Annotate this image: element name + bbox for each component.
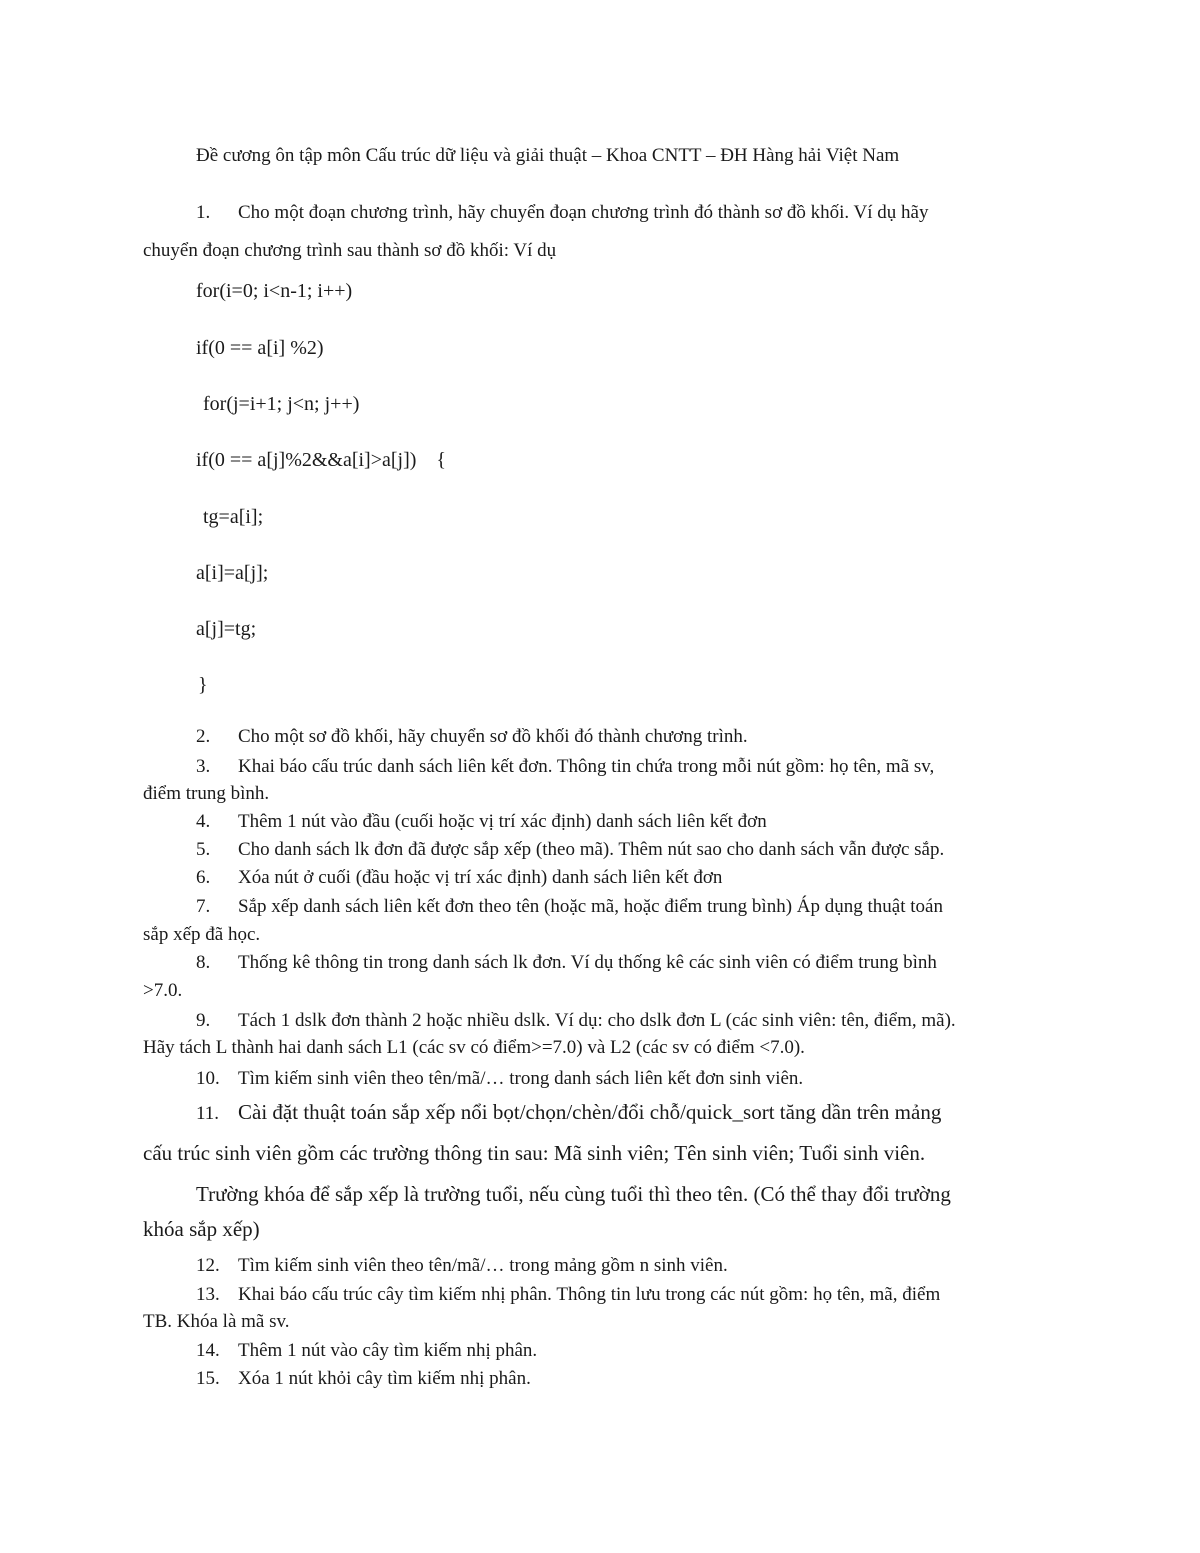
question-number: 4. — [196, 811, 211, 832]
question-text: Cho một đoạn chương trình, hãy chuyển đoạn chương trình đó thành sơ đồ khối. Ví dụ hãy — [238, 202, 929, 223]
question-text: Tìm kiếm sinh viên theo tên/mã/… trong mảng gồm n sinh viên. — [238, 1255, 728, 1276]
question-11-continuation: khóa sắp xếp) — [143, 1217, 260, 1241]
question-number: 14. — [196, 1340, 220, 1361]
question-text: Thống kê thông tin trong danh sách lk đơn. Ví dụ thống kê các sinh viên có điểm trung bình — [238, 952, 937, 973]
question-text: Sắp xếp danh sách liên kết đơn theo tên (hoặc mã, hoặc điểm trung bình) Áp dụng thuật toán — [238, 896, 943, 917]
question-5 — [196, 838, 944, 862]
question-1 — [196, 201, 929, 225]
question-11 — [196, 1098, 941, 1128]
question-3-continuation: điểm trung bình. — [143, 783, 270, 804]
question-9-continuation: Hãy tách L thành hai danh sách L1 (các sv có điểm>=7.0) và L2 (các sv có điểm <7.0). — [143, 1037, 805, 1058]
code-line: a[i]=a[j]; — [196, 562, 269, 584]
question-number: 1. — [196, 202, 211, 223]
question-number: 6. — [196, 867, 211, 888]
question-10 — [196, 1067, 803, 1091]
question-15 — [196, 1367, 531, 1391]
question-text: Khai báo cấu trúc danh sách liên kết đơn. Thông tin chứa trong mỗi nút gồm: họ tên, mã sv, — [238, 756, 935, 777]
question-number: 9. — [196, 1010, 211, 1031]
code-line: for(i=0; i<n-1; i++) — [196, 280, 353, 302]
question-3 — [196, 755, 934, 779]
question-14 — [196, 1339, 537, 1363]
code-line: for(j=i+1; j<n; j++) — [198, 393, 360, 415]
question-text: Thêm 1 nút vào cây tìm kiếm nhị phân. — [238, 1340, 538, 1361]
question-2 — [196, 725, 748, 749]
document-title: Đề cương ôn tập môn Cấu trúc dữ liệu và giải thuật – Khoa CNTT – ĐH Hàng hải Việt Nam — [196, 145, 900, 166]
question-8 — [196, 951, 937, 975]
question-text: Tách 1 dslk đơn thành 2 hoặc nhiều dslk. Ví dụ: cho dslk đơn L (các sinh viên: tên, điểm, mã). — [238, 1010, 956, 1031]
question-7 — [196, 895, 943, 919]
question-6 — [196, 866, 722, 890]
question-text: Xóa nút ở cuối (đầu hoặc vị trí xác định) danh sách liên kết đơn — [238, 867, 723, 888]
question-11-continuation: Trường khóa để sắp xếp là trường tuổi, nếu cùng tuổi thì theo tên. (Có thể thay đổi trường — [196, 1182, 951, 1206]
question-text: Xóa 1 nút khỏi cây tìm kiếm nhị phân. — [238, 1368, 531, 1389]
question-number: 3. — [196, 756, 211, 777]
question-13 — [196, 1283, 940, 1307]
question-1-continuation: chuyển đoạn chương trình sau thành sơ đồ khối: Ví dụ — [143, 240, 557, 261]
question-number: 11. — [196, 1103, 220, 1124]
question-text: Thêm 1 nút vào đầu (cuối hoặc vị trí xác định) danh sách liên kết đơn — [238, 811, 767, 832]
code-line: if(0 == a[i] %2) — [196, 337, 324, 359]
question-number: 8. — [196, 952, 211, 973]
question-11-continuation: cấu trúc sinh viên gồm các trường thông tin sau: Mã sinh viên; Tên sinh viên; Tuổi sinh viên. — [143, 1141, 926, 1165]
question-12 — [196, 1254, 728, 1278]
code-line: a[j]=tg; — [196, 618, 257, 640]
question-text: Tìm kiếm sinh viên theo tên/mã/… trong danh sách liên kết đơn sinh viên. — [238, 1068, 804, 1089]
question-13-continuation: TB. Khóa là mã sv. — [143, 1311, 290, 1332]
question-number: 12. — [196, 1255, 220, 1276]
code-line: if(0 == a[j]%2&&a[i]>a[j]) { — [196, 449, 447, 471]
question-number: 5. — [196, 839, 211, 860]
question-number: 2. — [196, 726, 211, 747]
code-line: tg=a[i]; — [198, 506, 264, 528]
question-text: Khai báo cấu trúc cây tìm kiếm nhị phân. Thông tin lưu trong các nút gồm: họ tên, mã, điểm — [238, 1284, 941, 1305]
question-4 — [196, 810, 767, 834]
question-text: Cho một sơ đồ khối, hãy chuyển sơ đồ khối đó thành chương trình. — [238, 726, 748, 747]
question-number: 10. — [196, 1068, 220, 1089]
question-text: Cài đặt thuật toán sắp xếp nổi bọt/chọn/chèn/đổi chỗ/quick_sort tăng dần trên mảng — [238, 1100, 942, 1124]
question-number: 15. — [196, 1368, 220, 1389]
code-line: } — [198, 674, 208, 696]
question-8-continuation: >7.0. — [143, 980, 183, 1001]
question-9 — [196, 1009, 956, 1033]
question-text: Cho danh sách lk đơn đã được sắp xếp (theo mã). Thêm nút sao cho danh sách vẫn được sắp. — [238, 839, 945, 860]
question-number: 13. — [196, 1284, 220, 1305]
question-number: 7. — [196, 896, 211, 917]
question-7-continuation: sắp xếp đã học. — [143, 924, 261, 945]
